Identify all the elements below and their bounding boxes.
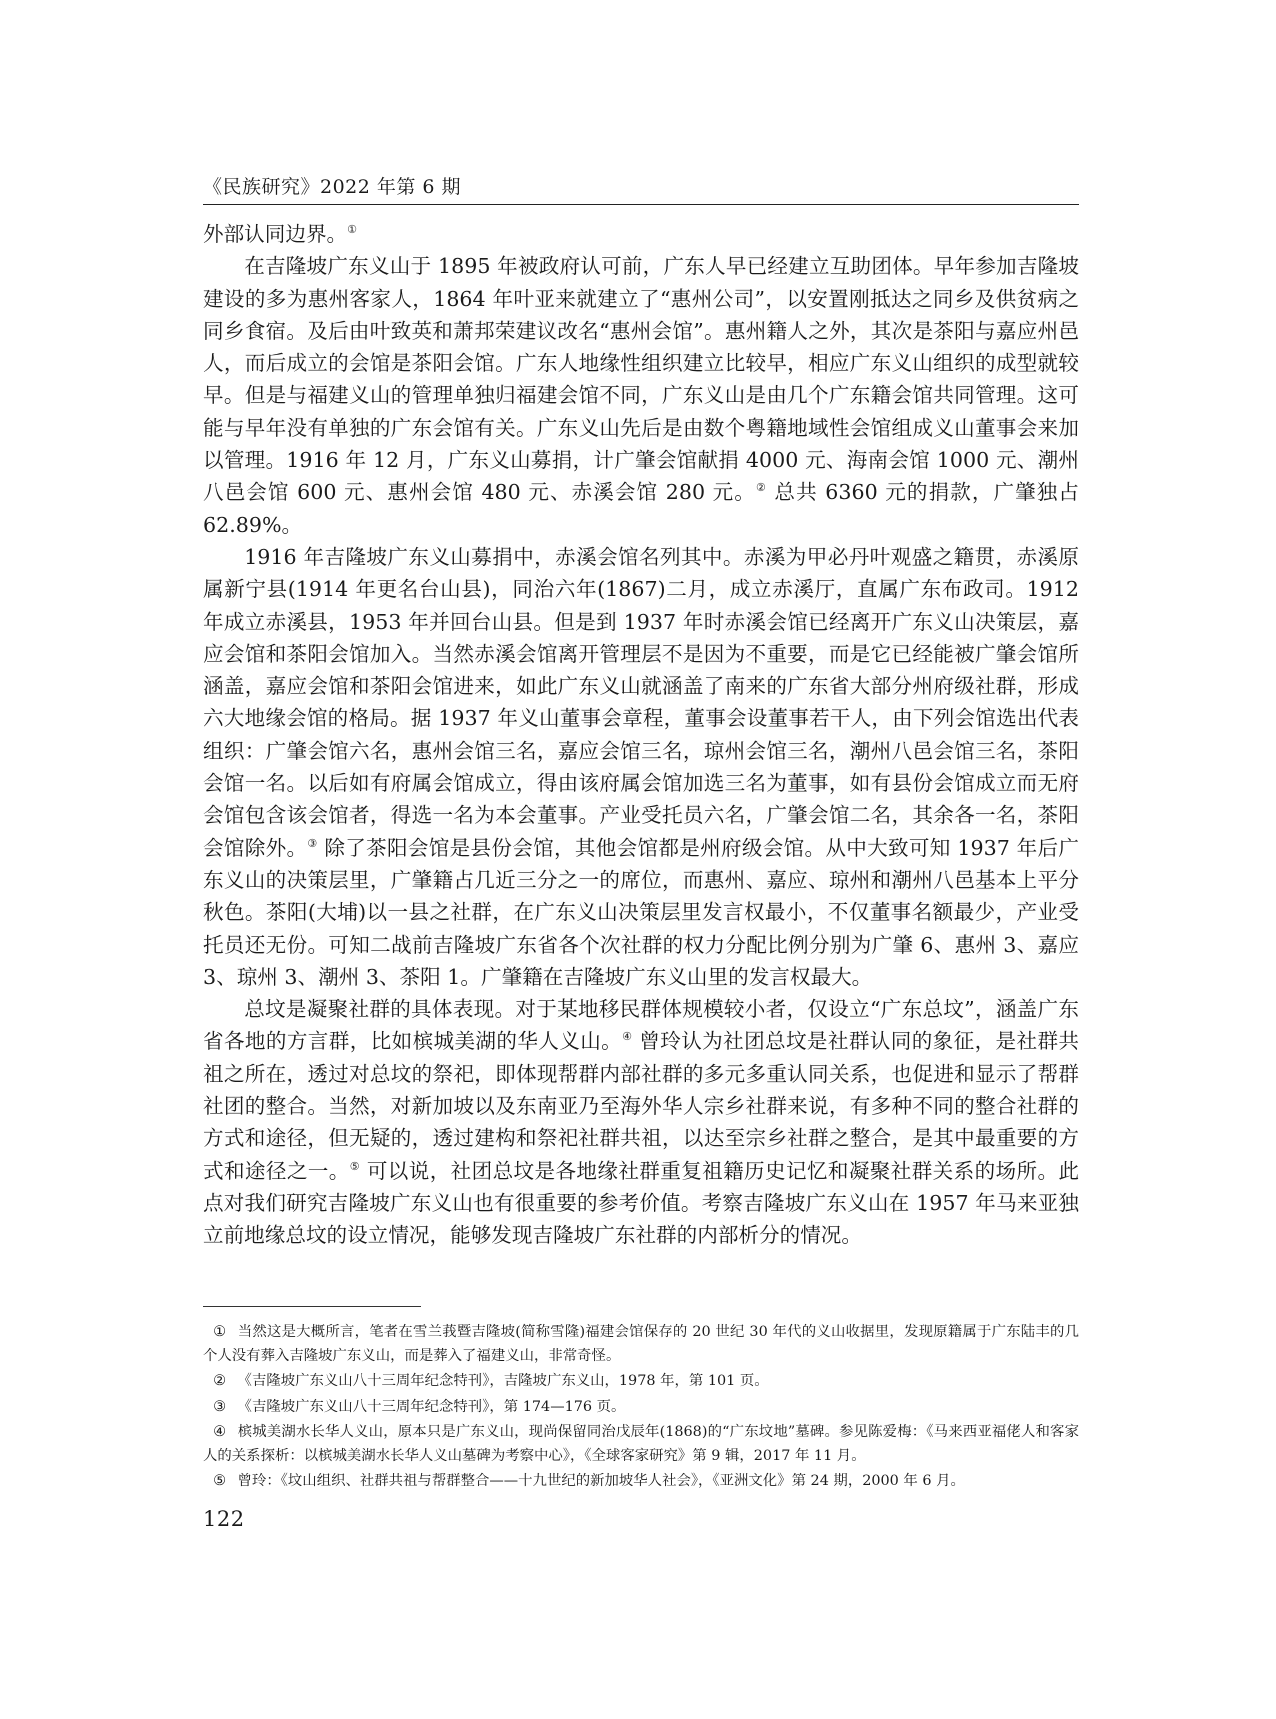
paragraph-text: 1916 年吉隆坡广东义山募捐中，赤溪会馆名列其中。赤溪为甲必丹叶观盛之籍贯，赤溪原属新宁县(1914 年更名台山县)，同治六年(1867)二月，成立赤溪厅，直属广东布政司。1912 年成立赤溪县，1953 年并回台山县。但是到 1937 年时赤溪会馆已经离开广东义山决策层，嘉应会馆和茶阳会馆加入。当然赤溪会馆离开管理层不是因为不重要，而是它已经能被广肇会馆所涵盖，嘉应会馆和茶阳会馆进来，如此广东义山就涵盖了南来的广东省大部分州府级社群，形成六大地缘会馆的格局。据 1937 年义山董事会章程，董事会设董事若干人，由下列会馆选出代表组织：广肇会馆六名，惠州会馆三名，嘉应会馆三名，琼州会馆三名，潮州八邑会馆三名，茶阳会馆一名。以后如有府属会馆成立，得由该府属会馆加选三名为董事，如有县份会馆成立而无府会馆包含该会馆者，得选一名为本会董事。产业受托员六名，广肇会馆二名，其余各一名，茶阳会馆除外。 bbox=[203, 544, 1079, 860]
footnote-mark: ③ bbox=[213, 1398, 226, 1415]
footnote-mark: ② bbox=[213, 1373, 226, 1390]
footnote-rule bbox=[203, 1306, 421, 1307]
footnote-ref-1[interactable]: ① bbox=[347, 223, 358, 237]
footnote-text: 当然这是大概所言，笔者在雪兰莪暨吉隆坡(简称雪隆)福建会馆保存的 20 世纪 30 年代的义山收据里，发现原籍属于广东陆丰的几个人没有葬入吉隆坡广东义山，而是葬入了福建义山，非常奇怪。 bbox=[203, 1324, 1079, 1365]
header-rule bbox=[203, 204, 1079, 205]
footnote-3 bbox=[203, 1395, 1079, 1419]
paragraph-2 bbox=[203, 250, 1079, 541]
footnote-4 bbox=[203, 1420, 1079, 1468]
footnote-2 bbox=[203, 1369, 1079, 1393]
paragraph-text: 外部认同边界。 bbox=[203, 222, 348, 246]
footnote-text: 曾玲：《坟山组织、社群共祖与帮群整合——十九世纪的新加坡华人社会》，《亚洲文化》第 24 期，2000 年 6 月。 bbox=[237, 1473, 965, 1490]
paragraph-4 bbox=[203, 993, 1079, 1251]
page-number: 122 bbox=[203, 1507, 245, 1531]
footnote-mark: ⑤ bbox=[213, 1473, 226, 1490]
paragraph-text: 可以说，社团总坟是各地缘社群重复祖籍历史记忆和凝聚社群关系的场所。此点对我们研究吉隆坡广东义山也有很重要的参考价值。考察吉隆坡广东义山在 1957 年马来亚独立前地缘总坟的设立情况，能够发现吉隆坡广东社群的内部析分的情况。 bbox=[203, 1158, 1080, 1248]
body-text bbox=[203, 218, 1079, 1252]
footnote-mark: ① bbox=[213, 1324, 226, 1340]
footnotes bbox=[203, 1320, 1079, 1494]
footnote-text: 槟城美湖水长华人义山，原本只是广东义山，现尚保留同治戊辰年(1868)的“广东坟地”墓碑。参见陈爱梅：《马来西亚福佬人和客家人的关系探析：以槟城美湖水长华人义山墓碑为考察中心》，《全球客家研究》第 9 辑，2017 年 11 月。 bbox=[203, 1423, 1079, 1465]
footnote-text: 《吉隆坡广东义山八十三周年纪念特刊》，吉隆坡广东义山，1978 年，第 101 页。 bbox=[237, 1373, 769, 1390]
footnote-ref-4[interactable]: ④ bbox=[622, 1030, 633, 1044]
paragraph-text: 在吉隆坡广东义山于 1895 年被政府认可前，广东人早已经建立互助团体。早年参加吉隆坡建设的多为惠州客家人，1864 年叶亚来就建立了“惠州公司”，以安置刚抵达之同乡及供贫病之同乡食宿。及后由叶致英和萧邦荣建议改名“惠州会馆”。惠州籍人之外，其次是茶阳与嘉应州邑人，而后成立的会馆是茶阳会馆。广东人地缘性组织建立比较早，相应广东义山组织的成型就较早。但是与福建义山的管理单独归福建会馆不同，广东义山是由几个广东籍会馆共同管理。这可能与早年没有单独的广东会馆有关。广东义山先后是由数个粤籍地域性会馆组成义山董事会来加以管理。1916 年 12 月，广东义山募捐，计广肇会馆献捐 4000 元、海南会馆 1000 元、潮州八邑会馆 600 元、惠州会馆 480 元、赤溪会馆 280 元。 bbox=[203, 254, 1079, 505]
footnote-ref-3[interactable]: ③ bbox=[307, 836, 318, 850]
footnote-ref-5[interactable]: ⑤ bbox=[349, 1159, 360, 1173]
footnote-mark: ④ bbox=[213, 1423, 226, 1440]
paragraph-text: 曾玲认为社团总坟是社群认同的象征，是社群共祖之所在，透过对总坟的祭祀，即体现帮群内部社群的多元多重认同关系，也促进和显示了帮群社团的整合。当然，对新加坡以及东南亚乃至海外华人宗乡社群来说，有多种不同的整合社群的方式和途径，但无疑的，透过建构和祭祀社群共祖，以达至宗乡社群之整合，是其中最重要的方式和途径之一。 bbox=[203, 1029, 1080, 1183]
paragraph-text: 总共 6360 元的捐款，广肇独占 62.89%。 bbox=[203, 480, 1079, 537]
paragraph-3 bbox=[203, 541, 1079, 993]
paragraph-1 bbox=[203, 218, 1079, 250]
footnote-5 bbox=[203, 1469, 1079, 1493]
footnote-text: 《吉隆坡广东义山八十三周年纪念特刊》，第 174—176 页。 bbox=[237, 1398, 626, 1415]
paragraph-text: 除了茶阳会馆是县份会馆，其他会馆都是州府级会馆。从中大致可知 1937 年后广东义山的决策层里，广肇籍占几近三分之一的席位，而惠州、嘉应、琼州和潮州八邑基本上平分秋色。茶阳(大埔)以一县之社群，在广东义山决策层里发言权最小，不仅董事名额最少，产业受托员还无份。可知二战前吉隆坡广东省各个次社群的权力分配比例分别为广肇 6、惠州 3、嘉应 3、琼州 3、潮州 3、茶阳 1。广肇籍在吉隆坡广东义山里的发言权最大。 bbox=[203, 835, 1079, 989]
footnote-1 bbox=[203, 1320, 1079, 1368]
footnote-ref-2[interactable]: ② bbox=[755, 481, 767, 495]
paragraph-text: 总坟是凝聚社群的具体表现。对于某地移民群体规模较小者，仅设立“广东总坟”，涵盖广东省各地的方言群，比如槟城美湖的华人义山。 bbox=[203, 997, 1079, 1054]
running-header: 《民族研究》2022 年第 6 期 bbox=[203, 176, 462, 198]
